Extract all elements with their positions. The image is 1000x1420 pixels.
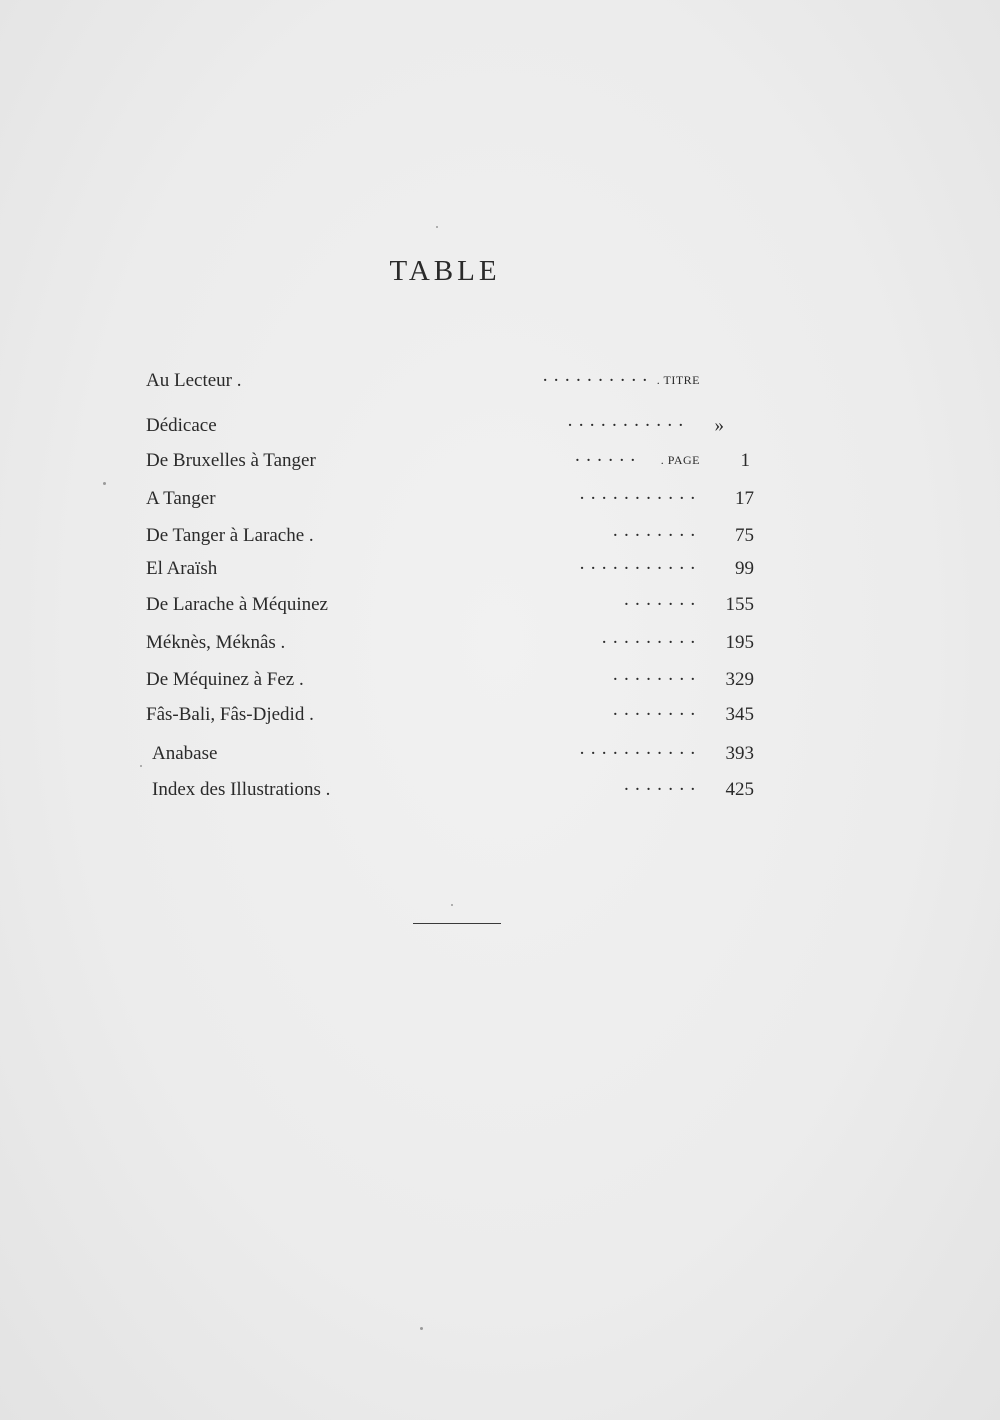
toc-entry-label: De Bruxelles à Tanger	[146, 450, 316, 471]
toc-entry-leader: · · · · · · ·	[623, 779, 696, 800]
toc-entry	[146, 743, 758, 773]
paper-speck	[436, 226, 438, 228]
toc-entry-leader: · · · · · · ·	[623, 594, 696, 615]
toc-entry	[146, 450, 758, 480]
page-title: TABLE	[389, 255, 501, 287]
paper-speck	[103, 482, 106, 485]
toc-entry-leader: · · · · · · · · · · ·	[578, 743, 696, 764]
toc-entry	[146, 558, 758, 588]
toc-entry-page: 345	[725, 704, 754, 725]
toc-entry	[146, 632, 758, 662]
toc-entry-label: Méknès, Méknâs .	[146, 632, 286, 653]
toc-entry-label: De Larache à Méquinez	[146, 594, 328, 615]
toc-entry-page: 425	[725, 779, 754, 800]
toc-entry-label: Anabase	[152, 743, 218, 764]
toc-entry	[146, 370, 758, 400]
toc-entry-page: 155	[725, 594, 754, 615]
toc-entry-page: 75	[735, 525, 754, 546]
toc-entry-page: 1	[740, 450, 750, 471]
paper-speck	[420, 1327, 423, 1330]
toc-entry-leader: · · · · · · · · · ·	[541, 370, 648, 391]
toc-entry	[146, 779, 758, 809]
paper-speck	[451, 904, 453, 906]
closing-rule	[413, 923, 501, 924]
toc-entry	[146, 415, 758, 445]
toc-entry	[146, 594, 758, 624]
toc-entry-page: 393	[725, 743, 754, 764]
toc-entry-leader: · · · · · · · · · · ·	[578, 488, 696, 509]
toc-entry-leader: · · · · · · · ·	[612, 704, 696, 725]
toc-entry-page: 329	[725, 669, 754, 690]
toc-entry	[146, 488, 758, 518]
toc-entry-label: De Tanger à Larache .	[146, 525, 314, 546]
toc-entry-leader: · · · · · · · · ·	[601, 632, 696, 653]
toc-entry-leader: · · · · · ·	[574, 450, 636, 471]
toc-entry-page: 17	[735, 488, 754, 509]
toc-entry-label: El Araïsh	[146, 558, 218, 579]
toc-entry	[146, 669, 758, 699]
toc-entry-leader: · · · · · · · ·	[612, 669, 696, 690]
toc-entry-label: Dédicace	[146, 415, 217, 436]
toc-entry-label: A Tanger	[146, 488, 216, 509]
toc-entry-leader: · · · · · · · ·	[612, 525, 696, 546]
toc-entry	[146, 525, 758, 555]
toc-entry-label: De Méquinez à Fez .	[146, 669, 304, 690]
toc-entry-marker: . PAGE	[660, 453, 700, 467]
toc-entry-leader: · · · · · · · · · · ·	[578, 558, 696, 579]
toc-entry-page: »	[714, 415, 724, 436]
toc-entry-label: Index des Illustrations .	[152, 779, 331, 800]
toc-entry-marker: . TITRE	[656, 373, 700, 387]
toc-entry	[146, 704, 758, 734]
toc-entry-label: Fâs-Bali, Fâs-Djedid .	[146, 704, 314, 725]
toc-entry-label: Au Lecteur .	[146, 370, 242, 391]
toc-entry-leader: · · · · · · · · · · ·	[566, 415, 684, 436]
toc-entry-page: 195	[725, 632, 754, 653]
paper-speck	[140, 765, 142, 767]
toc-entry-page: 99	[735, 558, 754, 579]
